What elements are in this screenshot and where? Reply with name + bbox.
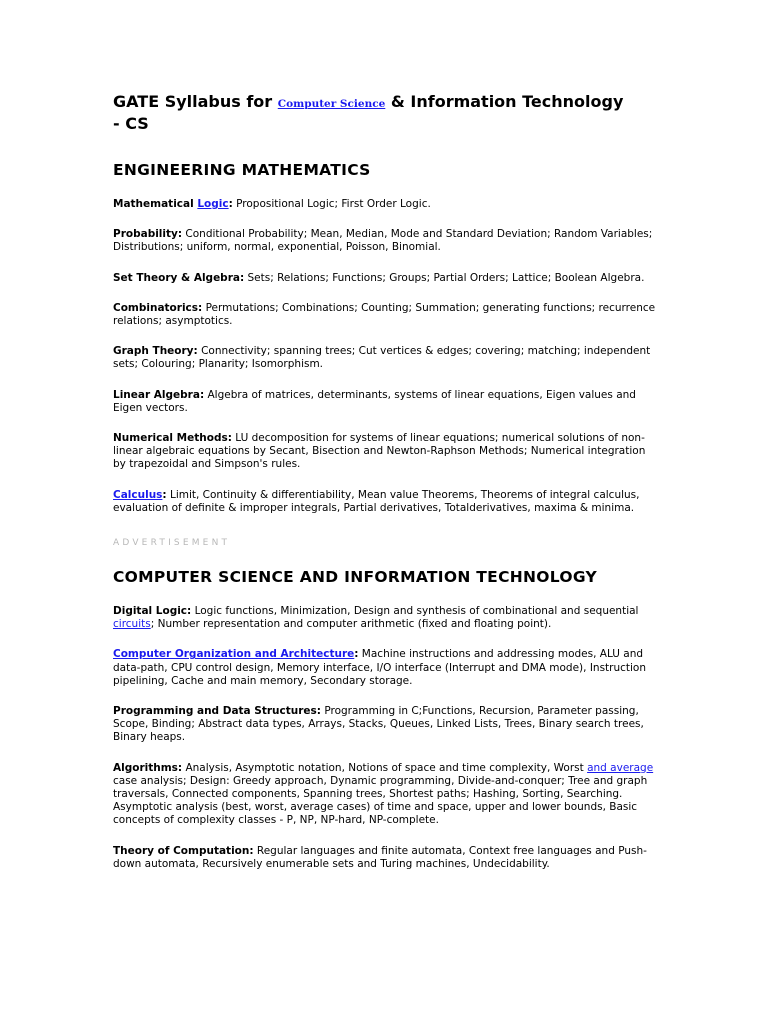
toc-term: Theory of Computation: (113, 844, 254, 857)
math-logic-term: Mathematical (113, 198, 198, 210)
pds-term: Programming and Data Structures: (113, 705, 321, 718)
algorithms-text-1: Analysis, Asymptotic notation, Notions of space and time complexity, Worst (182, 761, 588, 774)
linear-algebra-text: Algebra of matrices, determinants, systems of linear equations, Eigen values and Eigen vectors. (113, 388, 636, 414)
page-title (113, 92, 658, 134)
graph-theory-term: Graph Theory: (113, 345, 198, 358)
algorithms-paragraph (113, 762, 658, 828)
numerical-methods-term: Numerical Methods: (113, 432, 232, 445)
and-average-link[interactable]: and average (587, 761, 654, 774)
pds-text: Programming in C;Functions, Recursion, Parameter passing, Scope, Binding; Abstract data types, Arrays, Stacks, Queues, Linked Lists, Trees, Binary search trees, Binary heaps. (113, 705, 644, 744)
toc-paragraph (113, 845, 658, 871)
calculus-link[interactable]: Calculus (113, 488, 163, 501)
calculus-colon: : (162, 488, 167, 501)
logic-link[interactable]: Logic (197, 198, 229, 210)
title-line2: - CS (113, 114, 149, 133)
coa-link[interactable]: Computer Organization and Architecture (113, 648, 355, 661)
math-section-heading: ENGINEERING MATHEMATICS (113, 161, 371, 179)
algorithms-term: Algorithms: (113, 761, 183, 774)
combinatorics-paragraph (113, 302, 658, 328)
math-logic-colon: : (228, 198, 233, 210)
digital-logic-text-1: Logic functions, Minimization, Design and synthesis of combinational and sequential (191, 605, 639, 618)
numerical-methods-paragraph (113, 432, 658, 472)
computer-science-link[interactable]: Computer Science (277, 98, 386, 110)
document-page (113, 92, 658, 888)
calculus-text: Limit, Continuity & differentiability, Mean value Theorems, Theorems of integral calculus, evaluation of definite & improper integrals, Partial derivatives, Totalderivatives, maxima & minima. (113, 488, 640, 514)
circuits-link[interactable]: circuits (113, 618, 151, 631)
linear-algebra-term: Linear Algebra: (113, 388, 205, 401)
cs-section-heading: COMPUTER SCIENCE AND INFORMATION TECHNOLOGY (113, 568, 598, 587)
graph-theory-paragraph (113, 345, 658, 371)
set-theory-text: Sets; Relations; Functions; Groups; Partial Orders; Lattice; Boolean Algebra. (244, 271, 645, 284)
title-prefix: GATE Syllabus for (113, 92, 278, 111)
digital-logic-paragraph (113, 605, 658, 631)
linear-algebra-paragraph (113, 389, 658, 415)
set-theory-term: Set Theory & Algebra: (113, 271, 245, 284)
numerical-methods-text: LU decomposition for systems of linear equations; numerical solutions of non-linear algebraic equations by Secant, Bisection and Newton-Raphson Methods; Numerical integration by trapezoidal and Simpson's rules. (113, 432, 646, 471)
math-logic-paragraph (113, 198, 658, 211)
algorithms-text-2: case analysis; Design: Greedy approach, Dynamic programming, Divide-and-conquer; Tree and graph traversals, Connected components, Spanning trees, Shortest paths; Hashing, Sorting, Searching. Asymptotic analysis (best, worst, average cases) of time and space, upper and lower bounds, Basic concepts of complexity classes - P, NP, NP-hard, NP-complete. (113, 774, 648, 827)
combinatorics-term: Combinatorics: (113, 301, 203, 314)
pds-paragraph (113, 705, 658, 745)
probability-paragraph (113, 228, 658, 254)
calculus-paragraph (113, 489, 658, 515)
digital-logic-term: Digital Logic: (113, 605, 192, 618)
set-theory-paragraph (113, 272, 658, 285)
advertisement-label: ADVERTISEMENT (113, 538, 231, 549)
coa-colon: : (354, 648, 359, 661)
graph-theory-text: Connectivity; spanning trees; Cut vertices & edges; covering; matching; independent sets; Colouring; Planarity; Isomorphism. (113, 345, 651, 371)
coa-paragraph (113, 648, 658, 688)
toc-text: Regular languages and finite automata, Context free languages and Push-down automata, Recursively enumerable sets and Turing machines, Undecidability. (113, 844, 647, 870)
probability-text: Conditional Probability; Mean, Median, Mode and Standard Deviation; Random Variables; Distributions; uniform, normal, exponential, Poisson, Binomial. (113, 228, 653, 254)
coa-text: Machine instructions and addressing modes, ALU and data-path, CPU control design, Memory interface, I/O interface (Interrupt and DMA mode), Instruction pipelining, Cache and main memory, Secondary storage. (113, 648, 647, 687)
title-suffix: & Information Technology (385, 92, 624, 111)
probability-term: Probability: (113, 228, 183, 241)
math-logic-text: Propositional Logic; First Order Logic. (232, 198, 431, 210)
combinatorics-text: Permutations; Combinations; Counting; Summation; generating functions; recurrence relations; asymptotics. (113, 301, 656, 328)
digital-logic-text-2: ; Number representation and computer arithmetic (fixed and floating point). (150, 618, 552, 631)
